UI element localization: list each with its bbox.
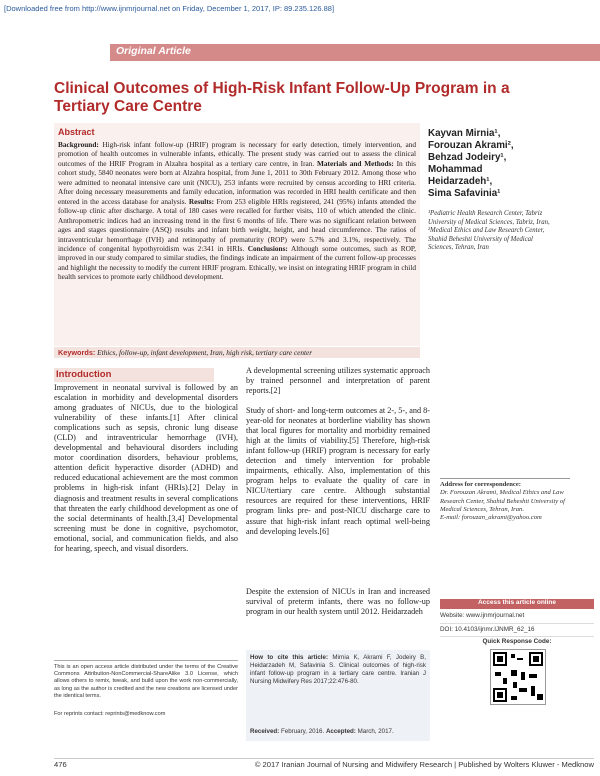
- footer-copyright: © 2017 Iranian Journal of Nursing and Midwifery Research | Published by Wolters Kluwer - Medknow: [254, 760, 594, 769]
- intro-column-2-para-3: Despite the extension of NICUs in Iran and increased survival of preterm infants, there was no follow-up program in our health system until 2012. Heidarzadeh: [246, 587, 430, 617]
- qr-label: Quick Response Code:: [482, 638, 552, 645]
- received-date: February, 2016.: [280, 728, 325, 735]
- accepted-label: Accepted:: [325, 728, 356, 735]
- keywords-label: Keywords:: [58, 348, 96, 357]
- received-accepted: [250, 728, 426, 735]
- access-heading: Access this article online: [477, 599, 557, 606]
- author-name: Behzad Jodeiry¹,: [428, 152, 507, 163]
- abstract-heading: Abstract: [58, 127, 95, 137]
- author-name: Forouzan Akrami²,: [428, 140, 514, 151]
- intro-column-1: Improvement in neonatal survival is followed by an escalation in morbidity and developmental disorders among graduates of NICUs, due to the biological vulnerability of these infants.[1] After clinical complications such as sepsis, chronic lung disease (CLD) and intraventricular hemorrhage (IVH), developmental and behavioural disorders including motor coordination disorders, behaviour problems, attention deficit hyperactive disorder (ADHD) and reduced educational achievement are the most common problems in high-risk infant (HRIs).[2] Delay in diagnosis and treatment results in several complications that threaten the early childhood development as one of the social determinants of health.[3,4] Developmental screening must be done in cognitive, psychomotor, emotional, social, and communication fields, and also for hearing, speech, and visual disorders.: [54, 383, 238, 553]
- correspondence-email: E-mail: forouzan_akrami@yahoo.com: [440, 514, 542, 522]
- results-label: Results:: [188, 196, 215, 206]
- article-title: Clinical Outcomes of High-Risk Infant Follow-Up Program in a Tertiary Care Centre: [54, 80, 510, 115]
- access-website[interactable]: Website: www.ijnmrjournal.net: [440, 610, 594, 624]
- citation-label: How to cite this article:: [250, 654, 329, 661]
- conclusions-text: Although some outcomes, such as ROP, improved in our study compared to similar studies, the findings indicate an impairment of the current follow-up processes and highlight the necessity to modify the current HRIF program. Ethically, we insist on integrating HRIF program in child health services to promote early childhood development.: [58, 243, 417, 282]
- citation-text: Mirnia K, Akrami F, Jodeiry B, Heidarzadeh M, Safavinia S. Clinical outcomes of high-risk infant follow-up program in a tertiary care centre. Iranian J Nursing Midwifery Res 2017;22:476-80.: [250, 654, 426, 686]
- keywords-text: Ethics, follow-up, infant development, Iran, high risk, tertiary care center: [97, 348, 313, 357]
- access-doi[interactable]: DOI: 10.4103/ijnmr.IJNMR_62_16: [440, 624, 594, 638]
- correspondence-block: [440, 478, 570, 522]
- page-number: 476: [54, 760, 67, 769]
- license-text: This is an open access article distributed under the terms of the Creative Commons Attribution-NonCommercial-ShareAlike 3.0 License, which allows others to remix, tweak, and build upon the work non-commercially, as long as the author is credited and the new creations are licensed under the identical terms.: [54, 660, 238, 700]
- access-heading-bar: [440, 599, 594, 609]
- keywords: [58, 348, 312, 357]
- abstract-text: [58, 140, 416, 282]
- correspondence-text: Dr. Forouzan Akrami, Medical Ethics and Law Research Center, Shahid Beheshti University of Medical Sciences, Tehran, Iran.: [440, 489, 566, 513]
- author-affiliation: ¹Pediatric Health Research Center, Tabriz University of Medical Sciences, Tabriz, Iran, ²Medical Ethics and Law Research Center, Shahid Beheshti University of Medical Sciences, Tehran, Iran: [428, 210, 550, 252]
- conclusions-label: Conclusions:: [247, 243, 288, 253]
- accepted-date: March, 2017.: [357, 728, 394, 735]
- qr-code-icon: [490, 649, 546, 705]
- introduction-heading-bar: [54, 368, 214, 382]
- received-label: Received:: [250, 728, 280, 735]
- author-name: Heidarzadeh¹,: [428, 176, 493, 187]
- author-name: Sima Safavinia¹: [428, 188, 501, 199]
- correspondence-label: Address for correspondence:: [440, 481, 521, 488]
- background-text: High-risk infant follow-up (HRIF) program is necessary for early detection, timely intervention, and promotion of health outcomes in vulnerable infants, ethically. The present study was carried out to assess the clinical outcomes of the HRIF Program in Alzahra hospital as a tertiary care centre, in Iran.: [58, 140, 416, 168]
- methods-text: In this cohort study, 5840 neonates were born at Alzahra hospital, from June 1, 2011 to 30th February 2012. Among those who were admitted to neonatal intensive care unit (NICU), 253 infants were recruited by census according to HRI criteria. After doing necessary measurements and family education, information was recorded in HRI health certificate and then entered in the access database for analysis.: [58, 158, 416, 206]
- intro-column-2-para-1: A developmental screening utilizes systematic approach by trained personnel and interpretation of parent reports.[2]: [246, 366, 430, 396]
- access-info: [440, 610, 594, 637]
- author-name: Mohammad: [428, 164, 483, 175]
- download-note: [Downloaded free from http://www.ijnmrjournal.net on Friday, December 1, 2017, IP: 89.235.126.88]: [4, 4, 335, 13]
- footer-divider: [54, 758, 594, 759]
- author-name: Kayvan Mirnia¹,: [428, 128, 501, 139]
- methods-label: Materials and Methods:: [316, 158, 394, 168]
- reprints-contact: For reprints contact: reprints@medknow.com: [54, 711, 166, 717]
- section-label-bar: [110, 44, 600, 61]
- author-list: [428, 128, 598, 200]
- intro-column-2-para-2: Study of short- and long-term outcomes at 2-, 5-, and 8-year-old for neonates at borderline viability has shown that local figures for mortality and morbidity remained high at the limits of viability.[5] Therefore, high-risk infant follow-up (HRIF) program is necessary for early detection and timely intervention for probable impairments, ethically. Also, implementation of this program helps to evaluate the quality of care in NICU/tertiary care centre. Although substantial resources are required for these interventions, HRIF program links pre- and post-NICU discharge care to assure that high-risk infant reach optimal well-being and developing levels.[6]: [246, 406, 430, 536]
- background-label: Background:: [58, 140, 99, 149]
- citation: [250, 654, 426, 686]
- section-label: Original Article: [116, 45, 191, 57]
- introduction-heading: Introduction: [56, 369, 112, 380]
- results-text: From 253 eligible HRIs registered, 241 (95%) infants attended the follow-up clinic after discharge. A total of 180 cases were recalled for further visits, 110 of which attended the clinic. Anthropometric indices had an increasing trend in the first 6 months of life. There was no significant relation between ages and stages questionnaire (ASQ) results and infant birth weight, height, and head circumference. The ratios of intraventricular hemorrhage (IVH) and retinopathy of prematurity (ROP) were 5.7% and 3.1%, respectively. The incidence of congenital hypothyroidism was 2:341 in HRIs.: [58, 196, 416, 253]
